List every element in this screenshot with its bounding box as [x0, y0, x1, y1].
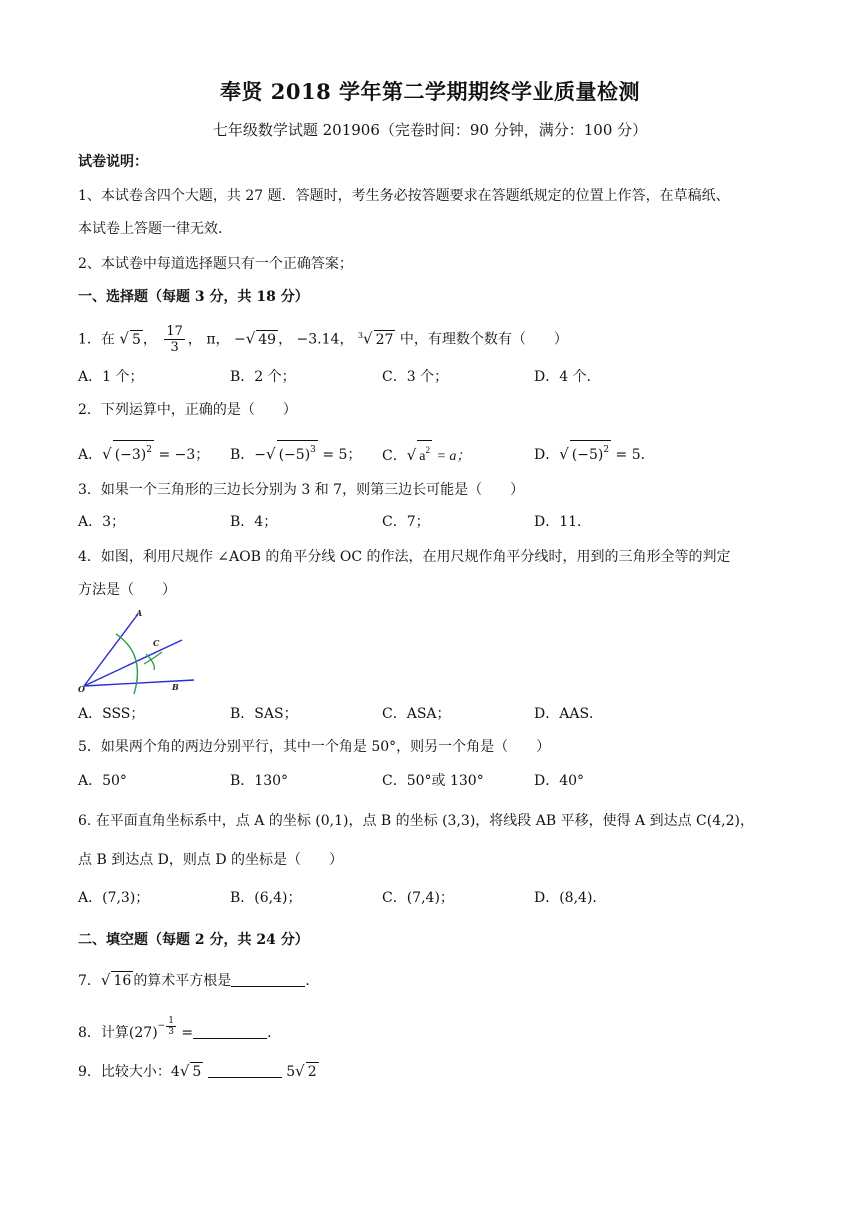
q4-option-a[interactable]: A．SSS； — [78, 706, 145, 722]
q8-answer-blank[interactable] — [193, 1024, 267, 1039]
q5-option-b[interactable]: B．130° — [230, 773, 289, 789]
q2-option-c[interactable]: C．√ $a^2 = a$； — [382, 440, 470, 468]
q1-option-c[interactable]: C．3 个； — [382, 369, 449, 385]
q1-option-a[interactable]: A．1 个； — [78, 369, 144, 385]
q1-pi: π — [206, 331, 216, 348]
ray-oa — [84, 614, 138, 686]
q1-cbrt27: 27 — [375, 331, 394, 348]
q6-option-b[interactable]: B．(6,4)； — [230, 890, 302, 906]
question-6-stem-line-1: 6. 在平面直角坐标系中，点 A 的坐标 (0,1)，点 B 的坐标 (3,3)，将线段 AB 平移，使得 A 到达点 C(4,2)， — [78, 813, 754, 829]
label-b: B — [172, 682, 179, 692]
q4-option-d[interactable]: D．AAS． — [534, 706, 604, 722]
q1-number: 1．在 — [78, 331, 115, 348]
q8-exponent: − $\frac{1}{3}$ — [157, 1016, 174, 1037]
q5-option-c[interactable]: C．50°或 130° — [382, 773, 484, 789]
q2-option-a[interactable]: A．√ $(-3)^2 = -3$； — [78, 440, 209, 466]
label-a: A — [136, 608, 143, 618]
q4-option-b[interactable]: B．SAS； — [230, 706, 298, 722]
q1-tail: 中，有理数个数有（ ） — [399, 331, 568, 348]
section-1-heading: 一、选择题（每题 3 分，共 18 分） — [78, 289, 309, 305]
q1-cbrt-index: 3 — [357, 331, 363, 340]
q7-sqrt16: 16 — [113, 973, 132, 989]
question-4-stem-line-1: 4．如图，利用尺规作 ∠AOB 的角平分线 OC 的作法，在用尺规作角平分线时，用到的三角形全等的判定 — [78, 549, 731, 565]
question-6-stem-line-2: 点 B 到达点 D，则点 D 的坐标是（ ） — [78, 852, 343, 868]
q1-decimal: −3.14 — [296, 331, 340, 348]
q5-option-d[interactable]: D．40° — [534, 773, 585, 789]
instruction-1-line-1: 1、本试卷含四个大题，共 27 题．答题时，考生务必按答题要求在答题纸规定的位置上作答，在草稿纸、 — [78, 188, 730, 204]
question-3-stem: 3．如果一个三角形的三边长分别为 3 和 7，则第三边长可能是（ ） — [78, 482, 525, 498]
q3-option-b[interactable]: B．4； — [230, 514, 278, 530]
question-7: 7．√ 16 的算术平方根是 ． — [78, 971, 320, 989]
arc-large — [116, 634, 137, 694]
instruction-2: 2、本试卷中每道选择题只有一个正确答案； — [78, 256, 353, 272]
q5-option-a[interactable]: A．50° — [78, 773, 127, 789]
label-o: O — [78, 684, 85, 694]
q1-fraction: $\frac{17}{3}$ — [166, 324, 183, 356]
q1-option-d[interactable]: D．4 个． — [534, 369, 601, 385]
question-8: 8．计算(27) − $\frac{1}{3}$ = ． — [78, 1016, 282, 1041]
instructions-heading: 试卷说明： — [78, 154, 148, 170]
q1-neg: − — [233, 331, 246, 348]
angle-bisector-figure — [76, 604, 196, 696]
question-9: 9．比较大小：4√ 5 5√ 2 — [78, 1062, 317, 1080]
q6-option-c[interactable]: C．(7,4)； — [382, 890, 454, 906]
exam-title: 奉贤 2018 学年第二学期期终学业质量检测 — [219, 79, 641, 104]
question-2-stem: 2．下列运算中，正确的是（ ） — [78, 402, 297, 418]
q3-option-d[interactable]: D．11． — [534, 514, 592, 530]
instruction-1-line-2: 本试卷上答题一律无效． — [78, 221, 232, 237]
label-c: C — [153, 638, 160, 648]
question-5-stem: 5．如果两个角的两边分别平行，其中一个角是 50°，则另一个角是（ ） — [78, 739, 551, 755]
q9-answer-blank[interactable] — [208, 1063, 282, 1078]
q8-base: (27) — [128, 1025, 158, 1041]
q3-option-a[interactable]: A．3； — [78, 514, 126, 530]
q1-sqrt49: 49 — [258, 331, 277, 348]
question-1-stem: 1．在 √ 5 ， $\frac{17}{3}$ ， π， −√ 49 ， −3.14， $^3$√ 27 中，有理数个数有（ ） — [78, 324, 568, 356]
section-2-heading: 二、填空题（每题 2 分，共 24 分） — [78, 932, 309, 948]
exam-subtitle: 七年级数学试题 201906（完卷时间：90 分钟，满分：100 分） — [212, 121, 648, 139]
q2-option-b[interactable]: B．−√ $(-5)^3 = 5$； — [230, 440, 361, 466]
ray-oc — [84, 640, 182, 686]
q6-option-a[interactable]: A．(7,3)； — [78, 890, 150, 906]
question-4-stem-line-2: 方法是（ ） — [78, 582, 176, 598]
q6-option-d[interactable]: D．(8,4)． — [534, 890, 607, 906]
q7-answer-blank[interactable] — [231, 972, 305, 987]
q1-option-b[interactable]: B．2 个； — [230, 369, 296, 385]
q3-option-c[interactable]: C．7； — [382, 514, 430, 530]
q2-option-d[interactable]: D．√ $(-5)^2 = 5$． — [534, 440, 655, 466]
q1-sqrt5: 5 — [131, 331, 141, 348]
q4-option-c[interactable]: C．ASA； — [382, 706, 451, 722]
